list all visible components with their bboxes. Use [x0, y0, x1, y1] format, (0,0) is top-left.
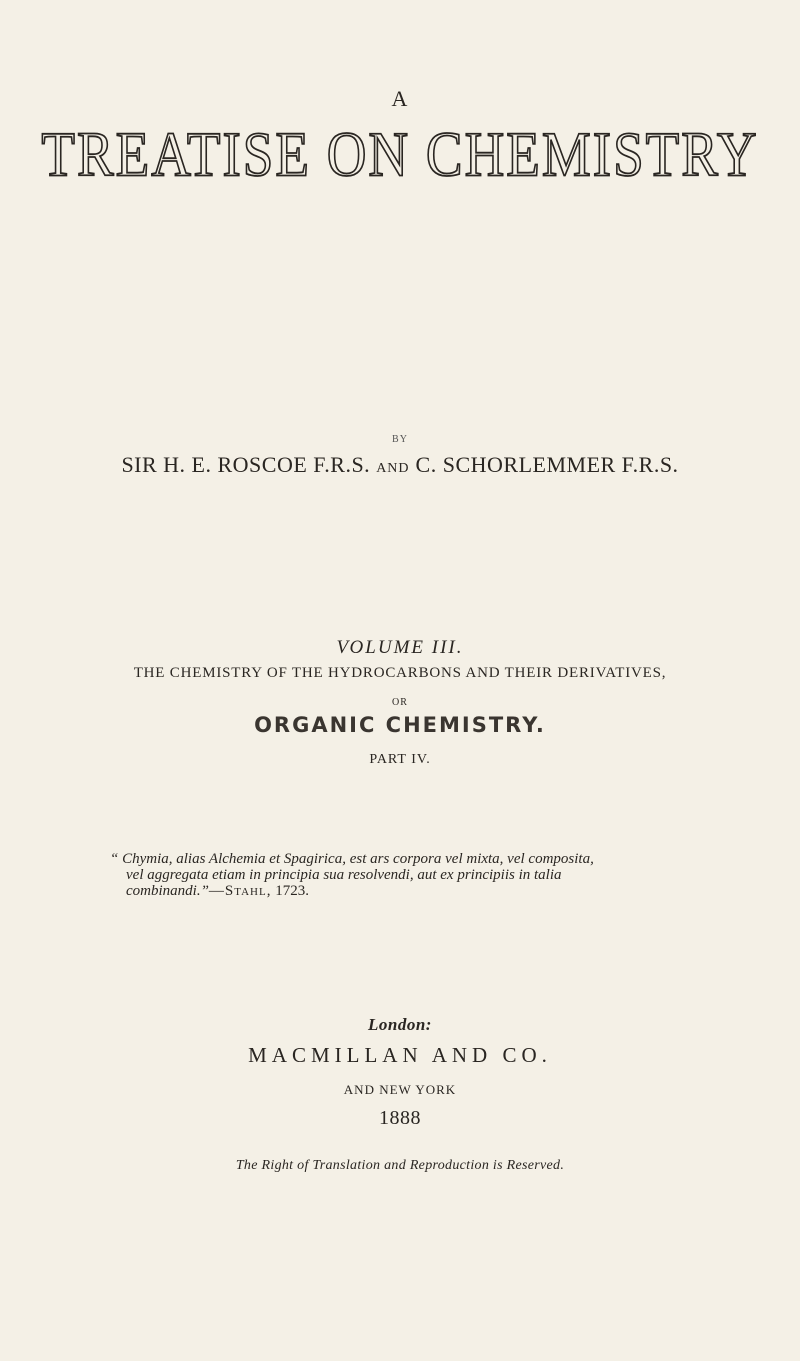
- volume-label: VOLUME III.: [336, 637, 464, 658]
- book-title: TREATISE ON CHEMISTRY: [41, 119, 759, 190]
- epigraph-quote: [110, 851, 760, 899]
- authors-line: [0, 452, 800, 478]
- quote-line-1: “ Chymia, alias Alchemia et Spagirica, est ars corpora vel mixta, vel composita,: [110, 851, 594, 867]
- part-label: PART IV.: [369, 752, 431, 767]
- quote-line-2: vel aggregata etiam in principia sua resolvendi, aut ex principiis in talia: [126, 867, 562, 883]
- attribution-year: 1723.: [275, 883, 309, 899]
- imprint-place: London:: [368, 1015, 432, 1034]
- attribution-name: —Stahl,: [208, 883, 272, 899]
- or-label: OR: [392, 697, 408, 708]
- subject-alt-title: ORGANIC CHEMISTRY.: [254, 713, 546, 737]
- title-article: A: [391, 86, 409, 111]
- rights-notice: The Right of Translation and Reproduction is Reserved.: [235, 1158, 565, 1173]
- quote-line-3-wrap: [110, 883, 760, 899]
- imprint-year: 1888: [379, 1107, 421, 1129]
- author-schorlemmer: C. SCHORLEMMER F.R.S.: [415, 452, 679, 477]
- imprint-publisher: MACMILLAN AND CO.: [248, 1043, 552, 1067]
- subject-line: THE CHEMISTRY OF THE HYDROCARBONS AND THEIR DERIVATIVES,: [133, 665, 667, 681]
- author-roscoe: SIR H. E. ROSCOE F.R.S.: [121, 452, 371, 477]
- imprint-also: AND NEW YORK: [343, 1082, 457, 1097]
- quote-line-3: combinandi.”: [126, 883, 209, 899]
- by-label: BY: [392, 434, 408, 445]
- authors-conjunction: AND: [376, 461, 410, 476]
- quote-attribution: [209, 883, 309, 899]
